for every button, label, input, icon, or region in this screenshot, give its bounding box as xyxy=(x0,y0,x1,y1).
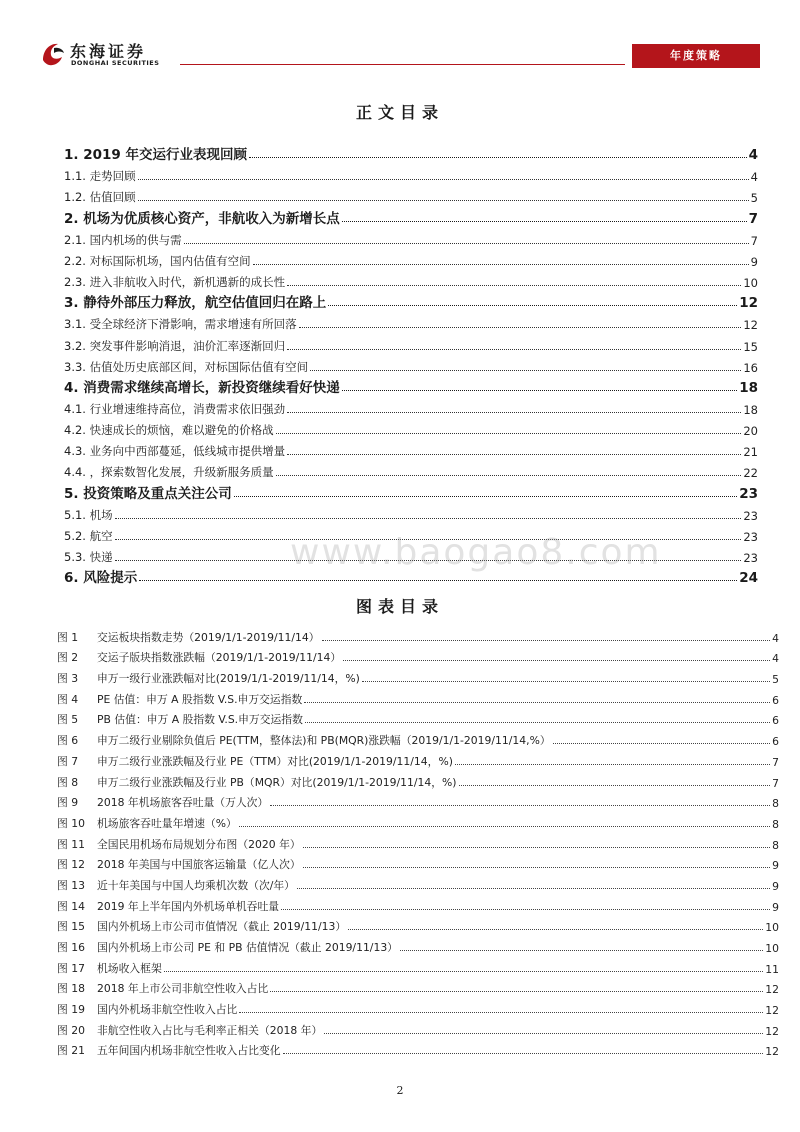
toc-leader-dots xyxy=(138,200,749,201)
toc-leader-dots xyxy=(287,285,741,286)
figure-caption: 近十年美国与中国人均乘机次数（次/年） xyxy=(97,878,295,892)
toc-entry-label: 5.1. 机场 xyxy=(64,507,113,522)
toc-entry-label: 5. 投资策略及重点关注公司 xyxy=(64,482,234,502)
toc-subsection-entry[interactable] xyxy=(64,438,758,459)
figure-number: 图 20 xyxy=(57,1023,85,1037)
toc-subsection-entry[interactable] xyxy=(64,354,758,375)
toc-entry-label: 4.3. 业务向中西部蔓延，低线城市提供增量 xyxy=(64,444,286,459)
toc-entry-label: 5.2. 航空 xyxy=(64,528,113,543)
figure-caption: 2018 年机场旅客吞吐量（万人次） xyxy=(97,796,269,810)
page-header xyxy=(40,38,760,72)
figure-page: 9 xyxy=(772,900,779,914)
toc-entry-page: 12 xyxy=(743,318,758,333)
toc-entry-page: 23 xyxy=(743,529,758,544)
toc-leader-dots xyxy=(342,390,737,391)
figure-caption: 非航空性收入占比与毛利率正相关（2018 年） xyxy=(97,1023,323,1037)
figure-page: 8 xyxy=(772,797,779,811)
figure-leader-dots xyxy=(164,971,763,972)
toc-entry-label: 2.3. 进入非航收入时代，新机遇新的成长性 xyxy=(64,275,286,290)
toc-entry-label: 2.1. 国内机场的供与需 xyxy=(64,232,182,247)
toc-entry-page: 4 xyxy=(748,147,758,164)
figure-number: 图 7 xyxy=(57,754,79,768)
figure-page: 6 xyxy=(772,693,779,707)
toc-entry-page: 4 xyxy=(750,170,758,185)
figure-number: 图 5 xyxy=(57,713,79,727)
toc-entry-page: 7 xyxy=(750,233,758,248)
toc-entry-page: 9 xyxy=(750,254,758,269)
toc-subsection-entry[interactable] xyxy=(64,184,758,205)
toc-title: 正文目录 xyxy=(355,103,444,122)
figure-number: 图 16 xyxy=(57,941,85,954)
figure-list-entry[interactable] xyxy=(57,727,779,748)
figure-list-entry[interactable] xyxy=(57,852,779,873)
figure-number: 图 4 xyxy=(57,692,79,706)
company-logo xyxy=(40,38,190,70)
toc-entry-label: 5.3. 快递 xyxy=(64,549,113,564)
figure-number: 图 8 xyxy=(57,775,79,789)
toc-entry-label: 3. 静待外部压力释放，航空估值回归在路上 xyxy=(64,291,328,311)
figure-leader-dots xyxy=(348,929,763,930)
figure-number: 图 2 xyxy=(57,651,79,665)
figure-leader-dots xyxy=(283,1053,764,1054)
figure-number: 图 12 xyxy=(57,858,85,872)
figure-leader-dots xyxy=(281,909,770,910)
toc-section-entry[interactable] xyxy=(64,205,758,226)
toc-subsection-entry[interactable] xyxy=(64,332,758,353)
toc-entry-label: 6. 风险提示 xyxy=(64,566,139,586)
toc-entry-page: 12 xyxy=(739,295,758,312)
page-number: 2 xyxy=(396,1084,404,1097)
toc-entry-page: 22 xyxy=(743,466,758,481)
figure-caption: PB 估值：申万 A 股指数 V.S.申万交运指数 xyxy=(97,713,303,727)
figure-number: 图 9 xyxy=(57,796,79,810)
logo-text-cn: 东海证券 xyxy=(70,42,147,61)
figure-page: 10 xyxy=(765,942,779,955)
figure-caption: 国内外机场非航空性收入占比 xyxy=(97,1003,238,1017)
toc-leader-dots xyxy=(287,349,741,350)
figure-page: 9 xyxy=(772,879,779,893)
figure-list-title: 图表目录 xyxy=(355,597,444,616)
table-of-contents xyxy=(64,142,758,586)
figure-caption: 申万一级行业涨跌幅对比(2019/1/1-2019/11/14，%) xyxy=(97,672,360,686)
figure-page: 9 xyxy=(772,859,779,873)
figure-page: 4 xyxy=(772,652,779,666)
toc-entry-page: 18 xyxy=(743,403,758,418)
figure-number: 图 11 xyxy=(57,837,85,851)
toc-entry-page: 5 xyxy=(750,191,758,206)
toc-section-entry[interactable] xyxy=(64,375,758,396)
toc-subsection-entry[interactable] xyxy=(64,311,758,332)
figure-leader-dots xyxy=(362,681,770,682)
figure-leader-dots xyxy=(400,950,763,951)
toc-entry-label: 2. 机场为优质核心资产，非航收入为新增长点 xyxy=(64,207,342,227)
figure-list-entry[interactable] xyxy=(57,955,779,976)
toc-entry-page: 23 xyxy=(739,485,758,502)
figure-list-entry[interactable] xyxy=(57,934,779,955)
figure-list-entry[interactable] xyxy=(57,872,779,893)
figure-caption: 交运板块指数走势（2019/1/1-2019/11/14） xyxy=(97,630,320,644)
toc-entry-label: 3.2. 突发事件影响消退，油价汇率逐渐回归 xyxy=(64,338,286,353)
figure-leader-dots xyxy=(343,660,770,661)
figure-number: 图 21 xyxy=(57,1044,85,1058)
figure-caption: 2019 年上半年国内外机场单机吞吐量 xyxy=(97,899,280,913)
logo-text-en: DONGHAI SECURITIES xyxy=(71,59,160,67)
toc-entry-label: 4.1. 行业增速维持高位，消费需求依旧强劲 xyxy=(64,402,286,417)
figure-number: 图 1 xyxy=(57,630,79,644)
figure-list-entry[interactable] xyxy=(57,831,779,852)
toc-entry-label: 4. 消费需求继续高增长，新投资继续看好快递 xyxy=(64,376,342,396)
toc-subsection-entry[interactable] xyxy=(64,269,758,290)
figure-list-entry[interactable] xyxy=(57,645,779,666)
figure-leader-dots xyxy=(553,743,770,744)
toc-leader-dots xyxy=(234,496,737,497)
figure-number: 图 13 xyxy=(57,878,85,892)
figure-leader-dots xyxy=(239,826,770,827)
figure-leader-dots xyxy=(270,805,770,806)
figure-list-entry[interactable] xyxy=(57,810,779,831)
toc-entry-label: 3.1. 受全球经济下滑影响，需求增速有所回落 xyxy=(64,317,297,332)
figure-list-entry[interactable] xyxy=(57,686,779,707)
figure-caption: 全国民用机场布局规划分布图（2020 年） xyxy=(97,837,301,851)
figure-page: 6 xyxy=(772,714,779,728)
watermark: www.baogao8.com xyxy=(290,532,662,573)
figure-caption: 机场收入框架 xyxy=(97,961,162,975)
toc-subsection-entry[interactable] xyxy=(64,163,758,184)
figure-list-entry[interactable] xyxy=(57,996,779,1017)
figure-list-entry[interactable] xyxy=(57,707,779,728)
figure-page: 6 xyxy=(772,735,779,749)
toc-entry-page: 10 xyxy=(743,276,758,291)
figure-number: 图 10 xyxy=(57,816,85,830)
toc-entry-label: 4.4. ，探索数智化发展，升级新服务质量 xyxy=(64,465,274,480)
toc-entry-label: 1. 2019 年交运行业表现回顾 xyxy=(64,143,249,163)
toc-leader-dots xyxy=(328,305,737,306)
figure-list-entry[interactable] xyxy=(57,769,779,790)
figure-number: 图 19 xyxy=(57,1003,85,1017)
figure-leader-dots xyxy=(303,867,770,868)
figure-page: 12 xyxy=(765,1045,779,1059)
figure-caption: PE 估值：申万 A 股指数 V.S.申万交运指数 xyxy=(97,692,303,706)
figure-page: 11 xyxy=(765,962,779,976)
toc-entry-label: 3.3. 估值处历史底部区间，对标国际估值有空间 xyxy=(64,359,309,374)
figure-page: 12 xyxy=(765,1024,779,1038)
figure-list-entry[interactable] xyxy=(57,1017,779,1038)
figure-list-entry[interactable] xyxy=(57,893,779,914)
figure-caption: 申万二级行业涨跌幅及行业 PE（TTM）对比(2019/1/1-2019/11/14，%) xyxy=(97,754,453,768)
figure-list-entry[interactable] xyxy=(57,790,779,811)
toc-subsection-entry[interactable] xyxy=(64,227,758,248)
figure-number: 图 3 xyxy=(57,672,79,686)
figure-caption: 交运子版块指数涨跌幅（2019/1/1-2019/11/14） xyxy=(97,651,342,665)
toc-leader-dots xyxy=(184,243,749,244)
figure-list-entry[interactable] xyxy=(57,748,779,769)
figure-leader-dots xyxy=(304,702,770,703)
figure-page: 10 xyxy=(765,921,779,935)
figure-leader-dots xyxy=(455,764,770,765)
toc-entry-page: 18 xyxy=(739,379,758,396)
figure-leader-dots xyxy=(305,722,770,723)
toc-entry-page: 21 xyxy=(743,445,758,460)
figure-caption: 国内外机场上市公司 PE 和 PB 估值情况（截止 2019/11/13） xyxy=(97,941,398,954)
figure-caption: 国内外机场上市公司市值情况（截止 2019/11/13） xyxy=(97,920,347,934)
figure-list-entry[interactable] xyxy=(57,976,779,997)
figure-caption: 机场旅客吞吐量年增速（%） xyxy=(97,816,237,830)
report-type-badge: 年度策略 xyxy=(632,44,760,68)
toc-entry-page: 20 xyxy=(743,424,758,439)
figure-page: 5 xyxy=(772,673,779,687)
toc-entry-label: 2.2. 对标国际机场，国内估值有空间 xyxy=(64,253,251,268)
toc-entry-page: 15 xyxy=(743,339,758,354)
figure-list-entry[interactable] xyxy=(57,914,779,935)
toc-leader-dots xyxy=(115,518,742,519)
figure-list-entry[interactable] xyxy=(57,1038,779,1059)
figure-caption: 五年间国内机场非航空性收入占比变化 xyxy=(97,1044,281,1058)
figure-page: 12 xyxy=(765,983,779,997)
toc-entry-page: 7 xyxy=(748,210,758,227)
toc-leader-dots xyxy=(299,327,742,328)
toc-leader-dots xyxy=(287,454,741,455)
figure-leader-dots xyxy=(239,1012,763,1013)
toc-leader-dots xyxy=(342,221,747,222)
figure-page: 8 xyxy=(772,838,779,852)
toc-leader-dots xyxy=(287,412,741,413)
toc-subsection-entry[interactable] xyxy=(64,248,758,269)
figure-caption: 申万二级行业剔除负值后 PE(TTM，整体法)和 PB(MQR)涨跌幅（2019/1/1-2019/11/14,%） xyxy=(97,734,551,748)
toc-subsection-entry[interactable] xyxy=(64,396,758,417)
figure-page: 7 xyxy=(772,776,779,790)
toc-leader-dots xyxy=(138,179,749,180)
figure-number: 图 14 xyxy=(57,899,85,913)
toc-subsection-entry[interactable] xyxy=(64,417,758,438)
figure-leader-dots xyxy=(270,991,763,992)
toc-entry-page: 23 xyxy=(743,508,758,523)
figure-number: 图 15 xyxy=(57,920,85,934)
figure-number: 图 18 xyxy=(57,982,85,996)
figure-leader-dots xyxy=(297,888,770,889)
toc-section-entry[interactable] xyxy=(64,142,758,163)
figure-caption: 2018 年上市公司非航空性收入占比 xyxy=(97,982,269,996)
toc-subsection-entry[interactable] xyxy=(64,459,758,480)
toc-leader-dots xyxy=(310,370,741,371)
toc-entry-page: 23 xyxy=(743,550,758,565)
toc-section-entry[interactable] xyxy=(64,290,758,311)
figure-caption: 2018 年美国与中国旅客运输量（亿人次） xyxy=(97,858,301,872)
toc-leader-dots xyxy=(276,433,742,434)
toc-entry-label: 4.2. 快速成长的烦恼，难以避免的价格战 xyxy=(64,423,274,438)
figure-page: 4 xyxy=(772,631,779,645)
figure-page: 7 xyxy=(772,755,779,769)
figure-list xyxy=(57,624,779,1058)
toc-entry-page: 24 xyxy=(739,570,758,587)
donghai-logo-icon xyxy=(40,40,66,68)
toc-entry-label: 1.1. 走势回顾 xyxy=(64,169,136,184)
toc-leader-dots xyxy=(253,264,749,265)
toc-leader-dots xyxy=(276,475,742,476)
figure-page: 8 xyxy=(772,817,779,831)
figure-number: 图 17 xyxy=(57,961,85,975)
figure-leader-dots xyxy=(322,640,771,641)
figure-leader-dots xyxy=(324,1033,763,1034)
figure-leader-dots xyxy=(303,847,770,848)
figure-list-entry[interactable] xyxy=(57,624,779,645)
figure-list-entry[interactable] xyxy=(57,665,779,686)
figure-caption: 申万二级行业涨跌幅及行业 PB（MQR）对比(2019/1/1-2019/11/14，%) xyxy=(97,775,457,789)
toc-section-entry[interactable] xyxy=(64,480,758,501)
toc-entry-page: 16 xyxy=(743,360,758,375)
toc-leader-dots xyxy=(139,580,737,581)
header-divider xyxy=(180,64,625,65)
figure-number: 图 6 xyxy=(57,734,79,748)
toc-entry-label: 1.2. 估值回顾 xyxy=(64,190,136,205)
toc-subsection-entry[interactable] xyxy=(64,502,758,523)
figure-leader-dots xyxy=(459,785,771,786)
figure-page: 12 xyxy=(765,1004,779,1018)
toc-leader-dots xyxy=(249,157,747,158)
